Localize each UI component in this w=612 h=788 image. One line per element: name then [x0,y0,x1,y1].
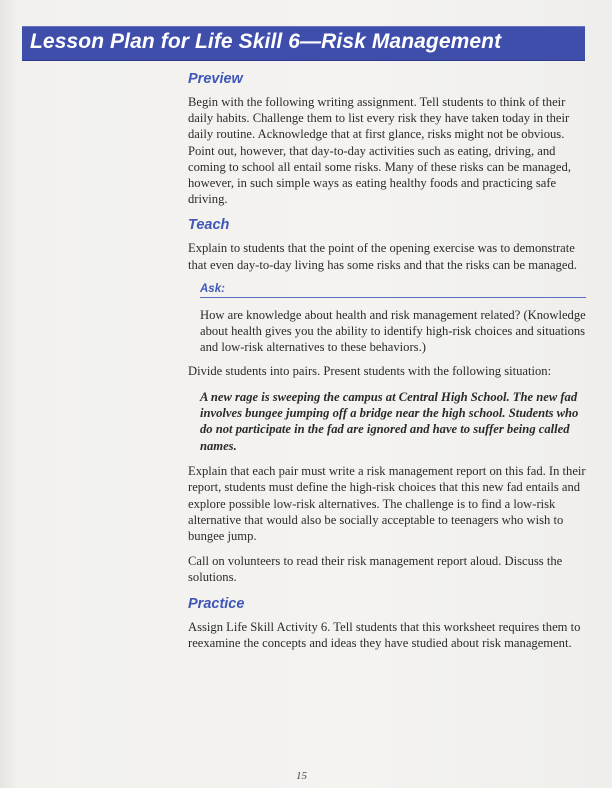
practice-section [188,595,586,651]
pairs-instruction-text: Divide students into pairs. Present students with the following situation: [188,364,552,379]
page-number: 15 [296,770,307,782]
ask-question-text: How are knowledge about health and risk management related? (Knowledge about health gives you the ability to identify high-risk choices and situations and low-risk alternatives to these behaviors.) [200,307,586,355]
teach-section [188,216,586,585]
scenario-text: A new rage is sweeping the campus at Central High School. The new fad involves bungee jumping off a bridge near the high school. Students who do not participate in the fad are ignored and have to suffer being called names. [200,389,579,453]
ask-divider [200,297,586,298]
practice-text: Assign Life Skill Activity 6. Tell students that this worksheet requires them to reexamine the concepts and ideas they have studied about risk management. [188,619,581,650]
ask-box [200,282,586,356]
preview-text: Begin with the following writing assignment. Tell students to think of their daily habits. Challenge them to list every risk they have taken today in their daily routine. Acknowledge that at first glance, risks might not be obvious. Point out, however, that day-to-day activities such as eating, driving, and coming to school all entail some risks. Many of these risks can be managed, however, in such simple ways as eating healthy foods and practicing safe driving. [188,95,571,207]
preview-heading: Preview [188,71,243,87]
title-banner [22,26,585,61]
preview-section [188,70,586,207]
report-instruction-text: Explain that each pair must write a risk management report on this fad. In their report, students must define the high-risk choices that this new fad entails and explore possible low-risk alternatives. The challenge is to find a low-risk alternative that would also be socially acceptable to teenagers who wish to bungee jump. [188,464,586,544]
practice-heading: Practice [188,595,245,612]
teach-intro-text: Explain to students that the point of the opening exercise was to demonstrate that even day-to-day living has some risks and that the risks can be managed. [188,241,577,272]
volunteers-text: Call on volunteers to read their risk management report aloud. Discuss the solutions. [188,554,563,585]
page-title: Lesson Plan for Life Skill 6—Risk Management [30,30,502,53]
lesson-content [188,70,586,660]
teach-heading: Teach [188,217,230,234]
ask-label: Ask: [200,282,225,295]
